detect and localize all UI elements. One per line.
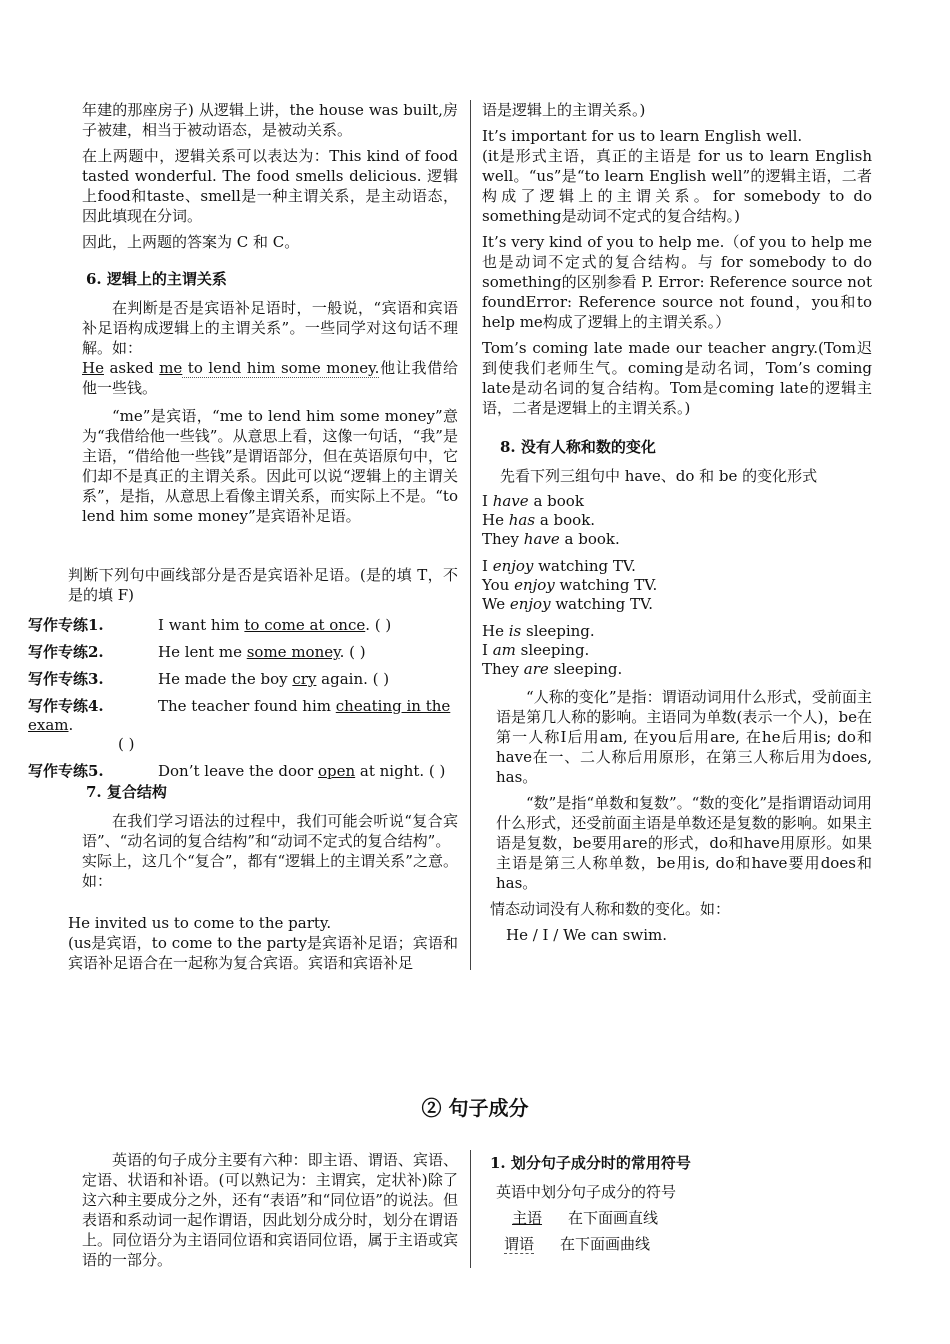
exercise-underlined: some money [246, 643, 340, 661]
paragraph: 年建的那座房子) 从逻辑上讲，the house was built,房子被建，相当于被动语态，是被动关系。 [82, 101, 458, 139]
example-subject: I [482, 641, 493, 659]
exercise-text: He lent me [158, 643, 247, 661]
paragraph: 在上两题中，逻辑关系可以表达为：This kind of food tasted wonderful. The food smells delicious. 逻辑上food和taste、smell是一种主谓关系，是主动语态，因此填现在分词。 [82, 147, 458, 225]
exercise-item [28, 643, 460, 670]
example-rest: sleeping. [548, 660, 623, 678]
verb-example [482, 576, 872, 595]
paragraph: It’s very kind of you to help me.（of you to help me也是动词不定式的复合结构。与 for somebody to do something的区别参看 P. Error: Reference source not foundError: Reference source not found，you和to help me构成了逻辑上的主谓关系。） [482, 233, 872, 331]
section-2-right [490, 1152, 870, 1254]
example-sentence: It’s important for us to learn English well. [482, 127, 803, 145]
object-underlined: me [159, 359, 183, 377]
paragraph: 在我们学习语法的过程中，我们可能会听说“复合宾语”、“动名词的复合结构”和“动词不定式的复合结构”。 [82, 812, 458, 850]
exercise-item [28, 616, 460, 643]
example-subject: We [482, 595, 510, 613]
paragraph: 英语的句子成分主要有六种：即主语、谓语、宾语、定语、状语和补语。(可以熟记为：主谓宾，定状补)除了这六种主要成分之外，还有“表语”和“同位语”的说法。但表语和系动词一起作谓语，因此划分成分时，划分在谓语上。同位语分为主语同位语和宾语同位语，属于主语或宾语的一部分。 [82, 1151, 458, 1269]
example-rest: a book. [535, 511, 596, 529]
exercise-label: 写作专练5. [28, 762, 104, 780]
example-subject: They [482, 660, 524, 678]
exercise-text: Don’t leave the door [158, 762, 318, 780]
exercise-text: . [68, 716, 74, 734]
example-rest: watching TV. [550, 595, 653, 613]
example-verb: enjoy [492, 557, 534, 575]
verb-example [482, 641, 872, 660]
complement-marked: to lend him some money. [182, 359, 380, 377]
verb-group [482, 492, 872, 549]
paragraph: 先看下列三组句中 have、do 和 be 的变化形式 [500, 467, 818, 485]
exercise-text: He made the boy [158, 670, 293, 688]
example-rest: sleeping. [521, 622, 595, 640]
symbol-name: 主语 [512, 1209, 543, 1227]
exercise-underlined: to come at once [244, 616, 366, 634]
exercise-label: 写作专练2. [28, 643, 104, 661]
exercise-label: 写作专练4. [28, 697, 104, 715]
example-verb: have [492, 492, 529, 510]
example-sentence [82, 358, 458, 398]
example-rest: watching TV. [554, 576, 658, 594]
paragraph: 因此，上两题的答案为 C 和 C。 [82, 233, 300, 251]
subject-underlined: He [82, 359, 104, 377]
section-7-example [68, 913, 458, 973]
section-6-heading: 6. 逻辑上的主谓关系 [86, 270, 227, 288]
section-7 [82, 781, 458, 891]
example-verb: enjoy [514, 576, 555, 594]
verb-example [482, 492, 872, 511]
example-subject: He [482, 511, 509, 529]
verb-group [482, 557, 872, 614]
section-2-left [82, 1150, 458, 1270]
left-column [82, 100, 458, 526]
exercise-text: I want him [158, 616, 245, 634]
right-column [482, 100, 872, 945]
exercise-blank[interactable]: at night. ( ) [355, 762, 446, 780]
example-verb: has [508, 511, 536, 529]
symbol-description: 在下面画直线 [568, 1209, 659, 1227]
exercise-label: 写作专练3. [28, 670, 104, 688]
exercise-underlined: cheating in the exam [28, 697, 451, 734]
example-verb: am [492, 641, 516, 659]
symbol-description: 在下面画曲线 [560, 1235, 651, 1253]
example-subject: I [482, 492, 493, 510]
paragraph: “数”是指“单数和复数”。“数的变化”是指谓语动词用什么形式，还受前面主语是单数还是复数的影响。如果主语是复数，be要用are的形式，do和have用原形。如果主语是第三人称单数，be用is, do和have要用does和has。 [496, 794, 873, 892]
exercise-underlined: open [317, 762, 356, 780]
example-rest: watching TV. [533, 557, 636, 575]
paragraph: 在判断是否是宾语补足语时，一般说，“宾语和宾语补足语构成逻辑上的主谓关系”。一些同学对这句话不理解。如： [82, 299, 458, 357]
paragraph: 实际上，这几个“复合”，都有“逻辑上的主谓关系”之意。如： [82, 852, 458, 890]
judge-instruction: 判断下列句中画线部分是否是宾语补足语。(是的填 T，不是的填 F) [68, 566, 458, 604]
paragraph: 英语中划分句子成分的符号 [496, 1183, 677, 1201]
example-verb: enjoy [509, 595, 551, 613]
exercise-item [28, 697, 460, 735]
example-sentence: He invited us to come to the party. [68, 914, 332, 932]
example-verb: is [508, 622, 522, 640]
symbol-row [490, 1208, 870, 1228]
paragraph: Tom’s coming late made our teacher angry.(Tom迟到使我们老师生气。coming是动名词，Tom’s coming late是动名词的复合结构。Tom是coming late的逻辑主语，二者是逻辑上的主谓关系。) [482, 339, 872, 417]
example-translation: 他让我借给他一些钱。 [82, 359, 458, 397]
example-rest: a book. [559, 530, 620, 548]
example-rest: a book [528, 492, 584, 510]
exercise-blank[interactable]: . ( ) [339, 643, 366, 661]
example-sentence: He / I / We can swim. [506, 926, 668, 944]
example-rest: sleeping. [515, 641, 590, 659]
example-subject: He [482, 622, 509, 640]
exercise-underlined: cry [292, 670, 317, 688]
paragraph: 语是逻辑上的主谓关系。) [482, 101, 646, 119]
verb-example [482, 530, 872, 549]
exercise-blank[interactable]: ( ) [118, 735, 135, 753]
exercise-item [28, 670, 460, 697]
exercise-blank[interactable]: . ( ) [365, 616, 392, 634]
column-divider [470, 100, 471, 970]
paragraph: 情态动词没有人称和数的变化。如： [490, 900, 731, 918]
example-explanation: (us是宾语，to come to the party是宾语补足语；宾语和宾语补足语合在一起称为复合宾语。宾语和宾语补足 [68, 934, 458, 972]
example-subject: I [482, 557, 493, 575]
symbol-name: 谓语 [504, 1235, 535, 1253]
exercise-label: 写作专练1. [28, 616, 104, 634]
verb-example [482, 660, 872, 679]
example-verb: have [523, 530, 560, 548]
exercise-blank[interactable]: again. ( ) [316, 670, 390, 688]
example-subject: They [482, 530, 524, 548]
column-divider [470, 1150, 471, 1268]
verb-example [482, 511, 872, 530]
paragraph: (it是形式主语，真正的主语是 for us to learn English well。“us”是“to learn English well”的逻辑主语，二者构成了逻辑上的主谓关系。for somebody to do something是动词不定式的复合结构。) [482, 147, 872, 225]
symbol-row [490, 1234, 870, 1254]
section-7-heading: 7. 复合结构 [86, 783, 167, 801]
exercise-text: The teacher found him [158, 697, 336, 715]
verb-group [482, 622, 872, 679]
section-8-heading: 8. 没有人称和数的变化 [500, 438, 656, 456]
example-subject: You [482, 576, 515, 594]
symbols-heading: 1. 划分句子成分时的常用符号 [490, 1154, 691, 1172]
example-verb: are [523, 660, 549, 678]
verb-example [482, 622, 872, 641]
paragraph: “人称的变化”是指：谓语动词用什么形式，受前面主语是第几人称的影响。主语同为单数(表示一个人)，be在第一人称I后用am, 在you后用are, 在he后用is; do和have在一、二人称后用原形，在第三人称后用为does, has。 [496, 688, 872, 786]
section-2-title: ② 句子成分 [421, 1096, 529, 1120]
example-text: asked [103, 359, 160, 377]
verb-example [482, 557, 872, 576]
exercise-list [28, 616, 460, 789]
verb-example [482, 595, 872, 614]
paragraph: “me”是宾语，“me to lend him some money”意为“我借给他一些钱”。从意思上看，这像一句话，“我”是主语，“借给他一些钱”是谓语部分，但在英语原句中，它们却不是真正的主谓关系。因此可以说“逻辑上的主谓关系”，是指，从意思上看像主谓关系，而实际上不是。“to lend him some money”是宾语补足语。 [82, 407, 458, 525]
